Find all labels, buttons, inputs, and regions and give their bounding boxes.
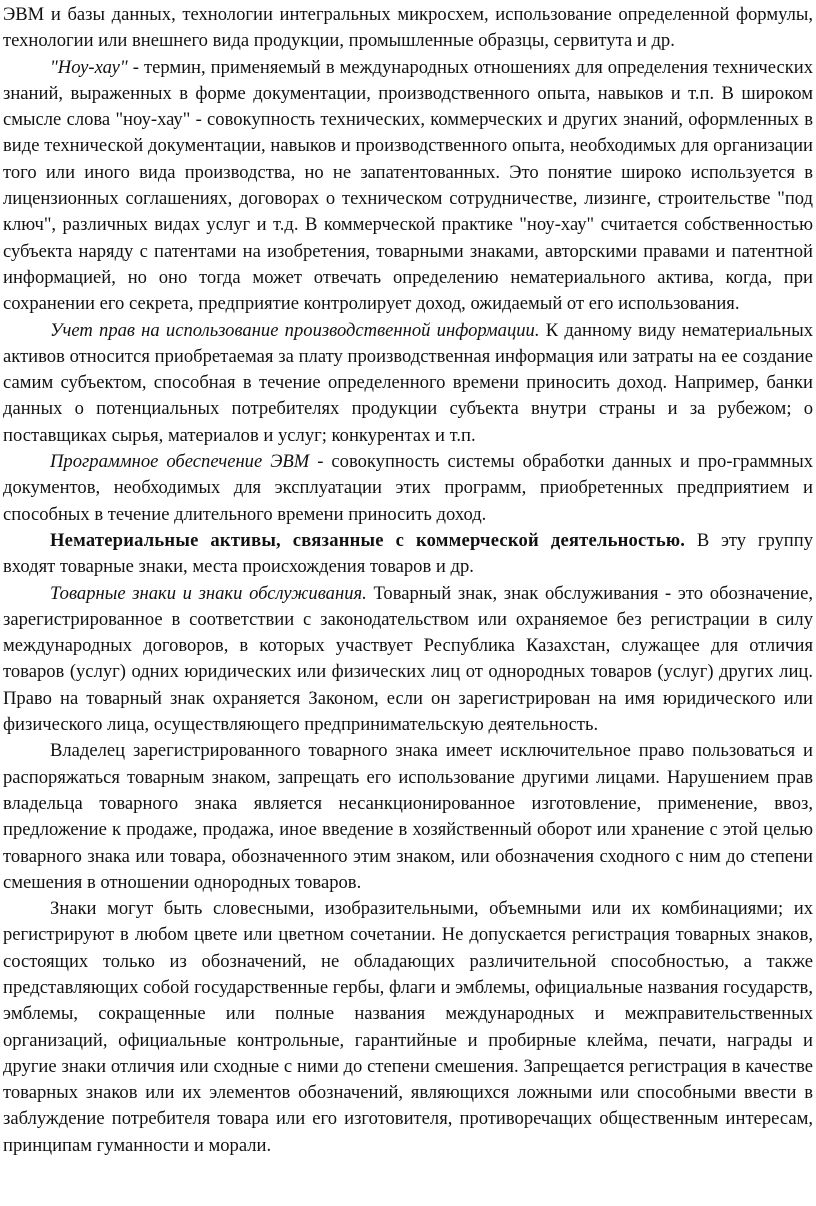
paragraph-sign-types	[3, 896, 813, 1159]
paragraph-text: К данному виду нематериальных активов относится приобретаемая за плату производственная информация или затраты на ее создание самим субъектом, способная в течение определенного времени приносить доход. Например, банки данных о потенциальных потребителях продукции субъекта внутри страны и за рубежом; о поставщиках сырья, материалов и услуг; конкурентах и т.п.	[3, 319, 813, 446]
term-know-how: "Ноу-хау"	[50, 56, 128, 78]
paragraph-software	[3, 449, 813, 528]
paragraph-text: ЭВМ и базы данных, технологии интегральных микросхем, использование определенной формулы, технологии или внешнего вида продукции, промышленные образцы, сервитута и др.	[3, 4, 813, 52]
paragraph-production-info	[3, 318, 813, 449]
paragraph-owner-rights	[3, 738, 813, 896]
paragraph-text: Владелец зарегистрированного товарного знака имеет исключительное право пользоваться и распоряжаться товарным знаком, запрещать его использование другими лицами. Нарушением прав владельца товарного знака является несанкционированное изготовление, применение, ввоз, предложение к продаже, продажа, иное введение в хозяйственный оборот или хранение с этой целью товарного знака или товара, обозначенного этим знаком, или обозначения сходного с ним до степени смешения в отношении однородных товаров.	[3, 740, 813, 893]
term-software: Программное обеспечение ЭВМ	[50, 451, 310, 473]
term-commercial-assets: Нематериальные активы, связанные с коммерческой деятельностью.	[50, 529, 686, 551]
paragraph-trademarks	[3, 581, 813, 739]
term-trademarks: Товарные знаки и знаки обслуживания.	[50, 582, 367, 604]
term-production-info: Учет прав на использование производственной информации.	[50, 319, 540, 341]
paragraph-text: - совокупность системы обработки данных и про-граммных документов, необходимых для эксплуатации этих программ, приобретенных предприятием и способных в течение длительного времени приносить доход.	[3, 451, 813, 525]
paragraph-text: Знаки могут быть словесными, изобразительными, объемными или их комбинациями; их регистрируют в любом цвете или цветном сочетании. Не допускается регистрация товарных знаков, состоящих только из обозначений, не обладающих различительной способностью, а также представляющих собой государственные гербы, флаги и эмблемы, официальные названия государств, эмблемы, сокращенные или полные названия международных и межправительственных организаций, официальные контрольные, гарантийные и пробирные клейма, печати, награды и другие знаки отличия или сходные с ними до степени смешения. Запрещается регистрация в качестве товарных знаков или их элементов обозначений, являющихся ложными или способными ввести в заблуждение потребителя товара или его изготовителя, противоречащих общественным интересам, принципам гуманности и морали.	[3, 898, 813, 1156]
paragraph-text: - термин, применяемый в международных отношениях для определения технических знаний, выраженных в форме документации, производственного опыта, навыков и т.п. В широком смысле слова "ноу-хау" - совокупность технических, коммерческих и других знаний, оформленных в виде технической документации, навыков и производственного опыта, необходимых для организации того или иного вида производства, но не запатентованных. Это понятие широко используется в лицензионных соглашениях, договорах о техническом сотрудничестве, лизинге, строительстве "под ключ", различных видах услуг и т.д. В коммерческой практике "ноу-хау" считается собственностью субъекта наряду с патентами на изобретения, товарными знаками, авторскими правами и патентной информацией, но оно тогда может отвечать определению нематериального актива, когда, при сохранении его секрета, предприятие контролирует доход, ожидаемый от его использования.	[3, 56, 813, 315]
paragraph-text: Товарный знак, знак обслуживания - это обозначение, зарегистрированное в соответствии с законодательством или охраняемое без регистрации в силу международных договоров, в которых участвует Республика Казахстан, служащее для отличия товаров (услуг) одних юридических или физических лиц от однородных товаров (услуг) других лиц. Право на товарный знак охраняется Законом, если он зарегистрирован на имя юридического или физического лица, осуществляющего предпринимательскую деятельность.	[3, 582, 814, 736]
paragraph-know-how	[3, 55, 813, 318]
paragraph-continuation	[3, 2, 813, 55]
paragraph-text: В эту группу входят товарные знаки, места происхождения товаров и др.	[3, 529, 813, 578]
paragraph-commercial-assets	[3, 528, 813, 581]
